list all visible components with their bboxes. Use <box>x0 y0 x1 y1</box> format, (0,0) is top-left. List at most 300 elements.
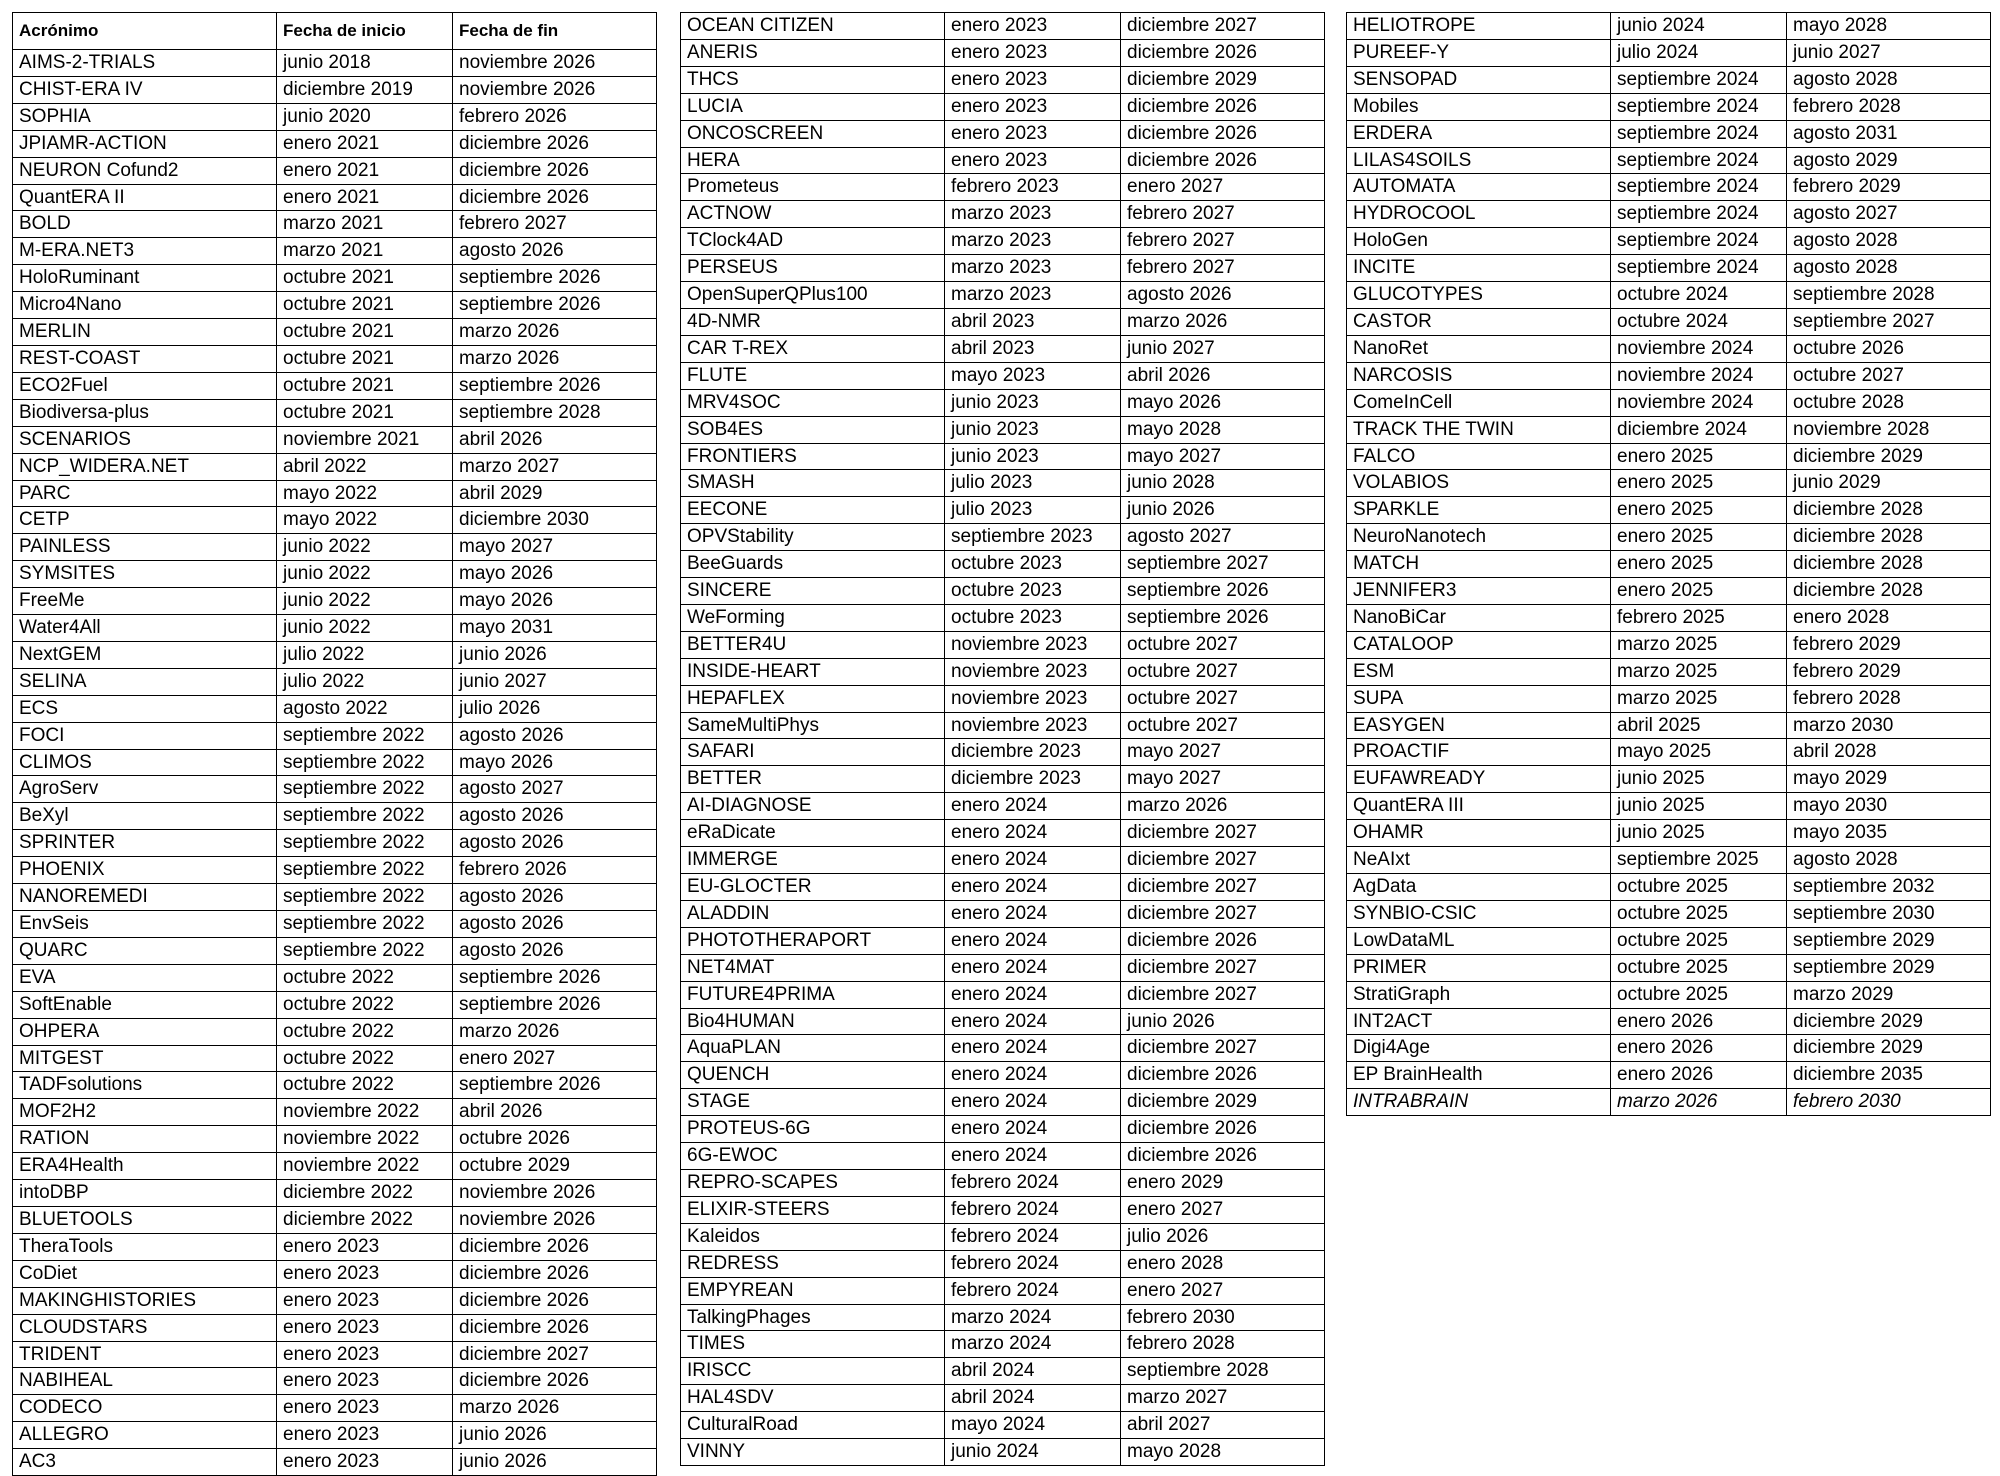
project-end-date: enero 2027 <box>1121 174 1325 201</box>
project-acronym: SPARKLE <box>1347 497 1611 524</box>
project-end-date: mayo 2029 <box>1787 766 1991 793</box>
project-end-date: octubre 2027 <box>1121 712 1325 739</box>
project-acronym: BeXyl <box>13 803 277 830</box>
project-end-date: diciembre 2026 <box>1121 1062 1325 1089</box>
project-end-date: enero 2028 <box>1121 1250 1325 1277</box>
project-end-date: octubre 2027 <box>1121 685 1325 712</box>
project-acronym: OHAMR <box>1347 820 1611 847</box>
table-row <box>1347 766 1991 793</box>
project-acronym: TADFsolutions <box>13 1072 277 1099</box>
project-end-date: septiembre 2029 <box>1787 927 1991 954</box>
table-row <box>1347 282 1991 309</box>
table-row <box>1347 13 1991 40</box>
project-end-date: febrero 2027 <box>453 211 657 238</box>
project-acronym: QuantERA III <box>1347 793 1611 820</box>
table-row <box>1347 39 1991 66</box>
project-start-date: octubre 2022 <box>277 964 453 991</box>
table-row <box>13 534 657 561</box>
project-start-date: julio 2024 <box>1611 39 1787 66</box>
table-row <box>681 820 1325 847</box>
table-row <box>681 712 1325 739</box>
project-end-date: febrero 2027 <box>1121 201 1325 228</box>
project-acronym: CLIMOS <box>13 749 277 776</box>
project-start-date: octubre 2025 <box>1611 981 1787 1008</box>
project-start-date: enero 2023 <box>277 1260 453 1287</box>
project-end-date: diciembre 2026 <box>1121 927 1325 954</box>
project-start-date: enero 2023 <box>277 1422 453 1449</box>
project-end-date: noviembre 2028 <box>1787 416 1991 443</box>
project-start-date: marzo 2026 <box>1611 1089 1787 1116</box>
project-end-date: mayo 2028 <box>1121 1439 1325 1466</box>
project-start-date: enero 2023 <box>277 1287 453 1314</box>
project-acronym: REST-COAST <box>13 345 277 372</box>
table-row <box>681 927 1325 954</box>
project-start-date: noviembre 2022 <box>277 1153 453 1180</box>
table-row <box>13 372 657 399</box>
project-acronym: EASYGEN <box>1347 712 1611 739</box>
project-acronym: WeForming <box>681 604 945 631</box>
project-acronym: NARCOSIS <box>1347 362 1611 389</box>
project-acronym: NanoRet <box>1347 335 1611 362</box>
project-end-date: marzo 2026 <box>453 319 657 346</box>
project-start-date: enero 2024 <box>945 927 1121 954</box>
table-column-1 <box>12 12 657 1476</box>
projects-table-1 <box>12 12 657 1476</box>
project-start-date: septiembre 2022 <box>277 803 453 830</box>
table-row <box>681 658 1325 685</box>
table-row <box>1347 470 1991 497</box>
table-column-3 <box>1346 12 1991 1116</box>
table-row <box>681 793 1325 820</box>
project-end-date: diciembre 2029 <box>1787 1008 1991 1035</box>
table-body-2 <box>681 13 1325 1466</box>
table-row <box>13 937 657 964</box>
table-row <box>13 668 657 695</box>
project-end-date: enero 2027 <box>453 1045 657 1072</box>
table-row <box>13 507 657 534</box>
table-row <box>1347 1089 1991 1116</box>
project-start-date: mayo 2025 <box>1611 739 1787 766</box>
project-acronym: TIMES <box>681 1331 945 1358</box>
project-start-date: enero 2021 <box>277 130 453 157</box>
project-end-date: diciembre 2028 <box>1787 497 1991 524</box>
project-start-date: enero 2024 <box>945 1035 1121 1062</box>
project-start-date: enero 2024 <box>945 820 1121 847</box>
table-row <box>1347 416 1991 443</box>
project-end-date: junio 2026 <box>453 1449 657 1476</box>
project-end-date: agosto 2026 <box>453 722 657 749</box>
project-acronym: CASTOR <box>1347 308 1611 335</box>
table-row <box>681 147 1325 174</box>
project-end-date: agosto 2031 <box>1787 120 1991 147</box>
project-end-date: febrero 2026 <box>453 857 657 884</box>
project-end-date: agosto 2026 <box>453 803 657 830</box>
project-start-date: septiembre 2022 <box>277 884 453 911</box>
project-acronym: LowDataML <box>1347 927 1611 954</box>
project-acronym: StratiGraph <box>1347 981 1611 1008</box>
table-row <box>1347 1008 1991 1035</box>
project-acronym: SoftEnable <box>13 991 277 1018</box>
project-start-date: marzo 2023 <box>945 201 1121 228</box>
project-end-date: enero 2027 <box>1121 1277 1325 1304</box>
table-row <box>681 1439 1325 1466</box>
project-acronym: ANERIS <box>681 39 945 66</box>
table-row <box>681 1304 1325 1331</box>
project-start-date: mayo 2024 <box>945 1412 1121 1439</box>
project-start-date: octubre 2021 <box>277 345 453 372</box>
project-acronym: ECO2Fuel <box>13 372 277 399</box>
project-start-date: septiembre 2024 <box>1611 66 1787 93</box>
project-start-date: febrero 2023 <box>945 174 1121 201</box>
table-row <box>681 255 1325 282</box>
project-acronym: FRONTIERS <box>681 443 945 470</box>
project-acronym: VOLABIOS <box>1347 470 1611 497</box>
project-end-date: enero 2027 <box>1121 1196 1325 1223</box>
project-acronym: PARC <box>13 480 277 507</box>
project-start-date: junio 2022 <box>277 534 453 561</box>
project-start-date: enero 2025 <box>1611 524 1787 551</box>
project-end-date: marzo 2026 <box>453 1395 657 1422</box>
project-end-date: septiembre 2027 <box>1787 308 1991 335</box>
project-end-date: septiembre 2026 <box>453 964 657 991</box>
project-acronym: BLUETOOLS <box>13 1206 277 1233</box>
table-row <box>681 604 1325 631</box>
table-row <box>13 803 657 830</box>
project-end-date: diciembre 2027 <box>1121 900 1325 927</box>
table-row <box>1347 1035 1991 1062</box>
project-end-date: mayo 2026 <box>453 749 657 776</box>
project-end-date: septiembre 2026 <box>1121 578 1325 605</box>
project-acronym: CHIST-ERA IV <box>13 76 277 103</box>
project-acronym: PUREEF-Y <box>1347 39 1611 66</box>
project-start-date: mayo 2022 <box>277 507 453 534</box>
project-end-date: febrero 2027 <box>1121 255 1325 282</box>
project-acronym: QUENCH <box>681 1062 945 1089</box>
project-end-date: agosto 2028 <box>1787 66 1991 93</box>
project-acronym: Water4All <box>13 615 277 642</box>
table-row <box>13 615 657 642</box>
project-start-date: septiembre 2022 <box>277 749 453 776</box>
project-acronym: SAFARI <box>681 739 945 766</box>
project-start-date: enero 2023 <box>277 1395 453 1422</box>
header-start-date: Fecha de inicio <box>277 13 453 50</box>
project-end-date: diciembre 2026 <box>453 1233 657 1260</box>
project-acronym: NET4MAT <box>681 954 945 981</box>
table-row <box>1347 174 1991 201</box>
table-row <box>13 319 657 346</box>
table-row <box>13 103 657 130</box>
project-end-date: mayo 2027 <box>1121 766 1325 793</box>
project-end-date: noviembre 2026 <box>453 1206 657 1233</box>
table-row <box>13 480 657 507</box>
table-row <box>681 1250 1325 1277</box>
project-acronym: BeeGuards <box>681 551 945 578</box>
project-acronym: NANOREMEDI <box>13 884 277 911</box>
project-acronym: IRISCC <box>681 1358 945 1385</box>
table-row <box>681 470 1325 497</box>
project-acronym: ELIXIR-STEERS <box>681 1196 945 1223</box>
project-start-date: mayo 2023 <box>945 362 1121 389</box>
project-end-date: marzo 2029 <box>1787 981 1991 1008</box>
project-acronym: AUTOMATA <box>1347 174 1611 201</box>
table-row <box>681 416 1325 443</box>
project-acronym: SUPA <box>1347 685 1611 712</box>
table-row <box>13 453 657 480</box>
project-end-date: mayo 2027 <box>453 534 657 561</box>
project-start-date: enero 2024 <box>945 1143 1121 1170</box>
project-start-date: septiembre 2022 <box>277 776 453 803</box>
project-acronym: PROTEUS-6G <box>681 1116 945 1143</box>
project-start-date: enero 2024 <box>945 1062 1121 1089</box>
project-end-date: noviembre 2026 <box>453 1180 657 1207</box>
project-acronym: SOPHIA <box>13 103 277 130</box>
project-end-date: abril 2028 <box>1787 739 1991 766</box>
project-start-date: enero 2024 <box>945 874 1121 901</box>
project-acronym: TalkingPhages <box>681 1304 945 1331</box>
project-start-date: febrero 2024 <box>945 1196 1121 1223</box>
table-row <box>681 1116 1325 1143</box>
project-start-date: enero 2023 <box>945 13 1121 40</box>
table-column-2 <box>680 12 1325 1466</box>
project-start-date: septiembre 2025 <box>1611 847 1787 874</box>
project-start-date: octubre 2021 <box>277 399 453 426</box>
project-start-date: octubre 2024 <box>1611 308 1787 335</box>
table-row <box>13 749 657 776</box>
project-start-date: enero 2025 <box>1611 443 1787 470</box>
project-end-date: mayo 2026 <box>453 588 657 615</box>
project-acronym: SYNBIO-CSIC <box>1347 900 1611 927</box>
project-acronym: MITGEST <box>13 1045 277 1072</box>
project-acronym: MAKINGHISTORIES <box>13 1287 277 1314</box>
table-row <box>681 954 1325 981</box>
table-row <box>13 561 657 588</box>
project-acronym: THCS <box>681 66 945 93</box>
project-end-date: agosto 2029 <box>1787 147 1991 174</box>
project-end-date: marzo 2026 <box>453 1018 657 1045</box>
project-acronym: MRV4SOC <box>681 389 945 416</box>
project-end-date: febrero 2026 <box>453 103 657 130</box>
project-acronym: intoDBP <box>13 1180 277 1207</box>
project-start-date: enero 2023 <box>277 1341 453 1368</box>
table-body-3 <box>1347 13 1991 1116</box>
project-start-date: octubre 2023 <box>945 551 1121 578</box>
project-acronym: MOF2H2 <box>13 1099 277 1126</box>
project-start-date: marzo 2021 <box>277 211 453 238</box>
project-acronym: ERA4Health <box>13 1153 277 1180</box>
table-row <box>13 292 657 319</box>
project-acronym: CODECO <box>13 1395 277 1422</box>
project-start-date: abril 2025 <box>1611 712 1787 739</box>
project-acronym: RATION <box>13 1126 277 1153</box>
project-start-date: enero 2024 <box>945 1089 1121 1116</box>
table-row <box>1347 389 1991 416</box>
project-acronym: EUFAWREADY <box>1347 766 1611 793</box>
project-acronym: AIMS-2-TRIALS <box>13 50 277 77</box>
project-end-date: diciembre 2028 <box>1787 551 1991 578</box>
project-end-date: noviembre 2026 <box>453 50 657 77</box>
project-end-date: septiembre 2026 <box>453 1072 657 1099</box>
project-acronym: NEURON Cofund2 <box>13 157 277 184</box>
project-start-date: enero 2024 <box>945 793 1121 820</box>
project-start-date: septiembre 2024 <box>1611 147 1787 174</box>
project-end-date: septiembre 2026 <box>453 292 657 319</box>
project-end-date: mayo 2027 <box>1121 443 1325 470</box>
project-end-date: diciembre 2027 <box>1121 13 1325 40</box>
project-start-date: abril 2023 <box>945 308 1121 335</box>
project-acronym: Kaleidos <box>681 1223 945 1250</box>
project-end-date: octubre 2027 <box>1121 658 1325 685</box>
project-end-date: diciembre 2027 <box>1121 820 1325 847</box>
table-row <box>13 830 657 857</box>
project-end-date: diciembre 2026 <box>1121 1116 1325 1143</box>
project-acronym: SINCERE <box>681 578 945 605</box>
table-row <box>681 900 1325 927</box>
project-acronym: SENSOPAD <box>1347 66 1611 93</box>
project-start-date: abril 2022 <box>277 453 453 480</box>
project-acronym: TRACK THE TWIN <box>1347 416 1611 443</box>
table-row <box>13 265 657 292</box>
table-row <box>681 13 1325 40</box>
project-end-date: mayo 2030 <box>1787 793 1991 820</box>
table-row <box>13 399 657 426</box>
project-acronym: VINNY <box>681 1439 945 1466</box>
project-start-date: julio 2023 <box>945 470 1121 497</box>
project-end-date: septiembre 2026 <box>453 265 657 292</box>
table-row <box>681 1062 1325 1089</box>
table-row <box>681 497 1325 524</box>
project-end-date: diciembre 2029 <box>1787 1035 1991 1062</box>
project-start-date: enero 2023 <box>277 1449 453 1476</box>
project-acronym: FreeMe <box>13 588 277 615</box>
project-start-date: octubre 2022 <box>277 991 453 1018</box>
table-row <box>13 157 657 184</box>
project-start-date: marzo 2021 <box>277 238 453 265</box>
project-acronym: HoloRuminant <box>13 265 277 292</box>
project-end-date: junio 2027 <box>453 668 657 695</box>
project-acronym: OPVStability <box>681 524 945 551</box>
project-acronym: JPIAMR-ACTION <box>13 130 277 157</box>
project-acronym: AI-DIAGNOSE <box>681 793 945 820</box>
project-acronym: 6G-EWOC <box>681 1143 945 1170</box>
project-start-date: noviembre 2024 <box>1611 362 1787 389</box>
project-acronym: Biodiversa-plus <box>13 399 277 426</box>
project-end-date: diciembre 2026 <box>453 157 657 184</box>
project-end-date: septiembre 2030 <box>1787 900 1991 927</box>
table-row <box>1347 201 1991 228</box>
table-row <box>681 1412 1325 1439</box>
project-start-date: enero 2025 <box>1611 578 1787 605</box>
table-row <box>13 1153 657 1180</box>
project-start-date: enero 2021 <box>277 157 453 184</box>
table-row <box>13 857 657 884</box>
table-row <box>681 174 1325 201</box>
project-acronym: JENNIFER3 <box>1347 578 1611 605</box>
project-end-date: junio 2028 <box>1121 470 1325 497</box>
project-end-date: diciembre 2027 <box>1121 1035 1325 1062</box>
project-acronym: BETTER <box>681 766 945 793</box>
project-start-date: enero 2025 <box>1611 551 1787 578</box>
project-end-date: septiembre 2026 <box>453 991 657 1018</box>
table-row <box>13 1395 657 1422</box>
project-end-date: junio 2029 <box>1787 470 1991 497</box>
project-start-date: marzo 2025 <box>1611 631 1787 658</box>
table-row <box>681 201 1325 228</box>
project-acronym: INSIDE-HEART <box>681 658 945 685</box>
project-start-date: enero 2023 <box>945 93 1121 120</box>
project-end-date: diciembre 2027 <box>1121 954 1325 981</box>
table-row <box>681 389 1325 416</box>
project-start-date: octubre 2022 <box>277 1072 453 1099</box>
project-acronym: AgData <box>1347 874 1611 901</box>
project-start-date: octubre 2021 <box>277 319 453 346</box>
project-start-date: noviembre 2023 <box>945 712 1121 739</box>
table-row <box>1347 362 1991 389</box>
project-acronym: NeuroNanotech <box>1347 524 1611 551</box>
project-acronym: SPRINTER <box>13 830 277 857</box>
header-row <box>13 13 657 50</box>
project-start-date: abril 2024 <box>945 1385 1121 1412</box>
project-end-date: febrero 2027 <box>1121 228 1325 255</box>
table-row <box>1347 66 1991 93</box>
project-end-date: agosto 2026 <box>453 884 657 911</box>
project-end-date: septiembre 2026 <box>453 372 657 399</box>
project-start-date: noviembre 2021 <box>277 426 453 453</box>
project-end-date: abril 2026 <box>1121 362 1325 389</box>
project-acronym: OpenSuperQPlus100 <box>681 282 945 309</box>
project-acronym: MERLIN <box>13 319 277 346</box>
table-row <box>681 631 1325 658</box>
table-row <box>1347 147 1991 174</box>
project-start-date: enero 2025 <box>1611 470 1787 497</box>
table-row <box>13 1449 657 1476</box>
table-row <box>13 1099 657 1126</box>
project-acronym: 4D-NMR <box>681 308 945 335</box>
project-acronym: SYMSITES <box>13 561 277 588</box>
project-end-date: octubre 2026 <box>453 1126 657 1153</box>
project-acronym: SameMultiPhys <box>681 712 945 739</box>
table-row <box>13 1018 657 1045</box>
project-acronym: NABIHEAL <box>13 1368 277 1395</box>
project-end-date: agosto 2028 <box>1787 255 1991 282</box>
table-row <box>1347 578 1991 605</box>
project-start-date: enero 2023 <box>945 39 1121 66</box>
project-acronym: CATALOOP <box>1347 631 1611 658</box>
project-acronym: INCITE <box>1347 255 1611 282</box>
project-start-date: septiembre 2022 <box>277 911 453 938</box>
project-start-date: junio 2022 <box>277 588 453 615</box>
project-start-date: marzo 2023 <box>945 228 1121 255</box>
project-acronym: GLUCOTYPES <box>1347 282 1611 309</box>
project-end-date: abril 2026 <box>453 1099 657 1126</box>
project-acronym: REPRO-SCAPES <box>681 1169 945 1196</box>
project-acronym: PRIMER <box>1347 954 1611 981</box>
project-start-date: octubre 2025 <box>1611 927 1787 954</box>
header-acronym: Acrónimo <box>13 13 277 50</box>
project-end-date: marzo 2027 <box>1121 1385 1325 1412</box>
project-start-date: junio 2020 <box>277 103 453 130</box>
table-row <box>1347 712 1991 739</box>
project-start-date: enero 2026 <box>1611 1062 1787 1089</box>
table-row <box>681 1331 1325 1358</box>
project-end-date: mayo 2028 <box>1121 416 1325 443</box>
project-end-date: octubre 2029 <box>453 1153 657 1180</box>
project-end-date: mayo 2028 <box>1787 13 1991 40</box>
table-body-1 <box>13 50 657 1476</box>
project-acronym: CAR T-REX <box>681 335 945 362</box>
project-start-date: febrero 2024 <box>945 1169 1121 1196</box>
table-row <box>13 1368 657 1395</box>
project-start-date: enero 2021 <box>277 184 453 211</box>
